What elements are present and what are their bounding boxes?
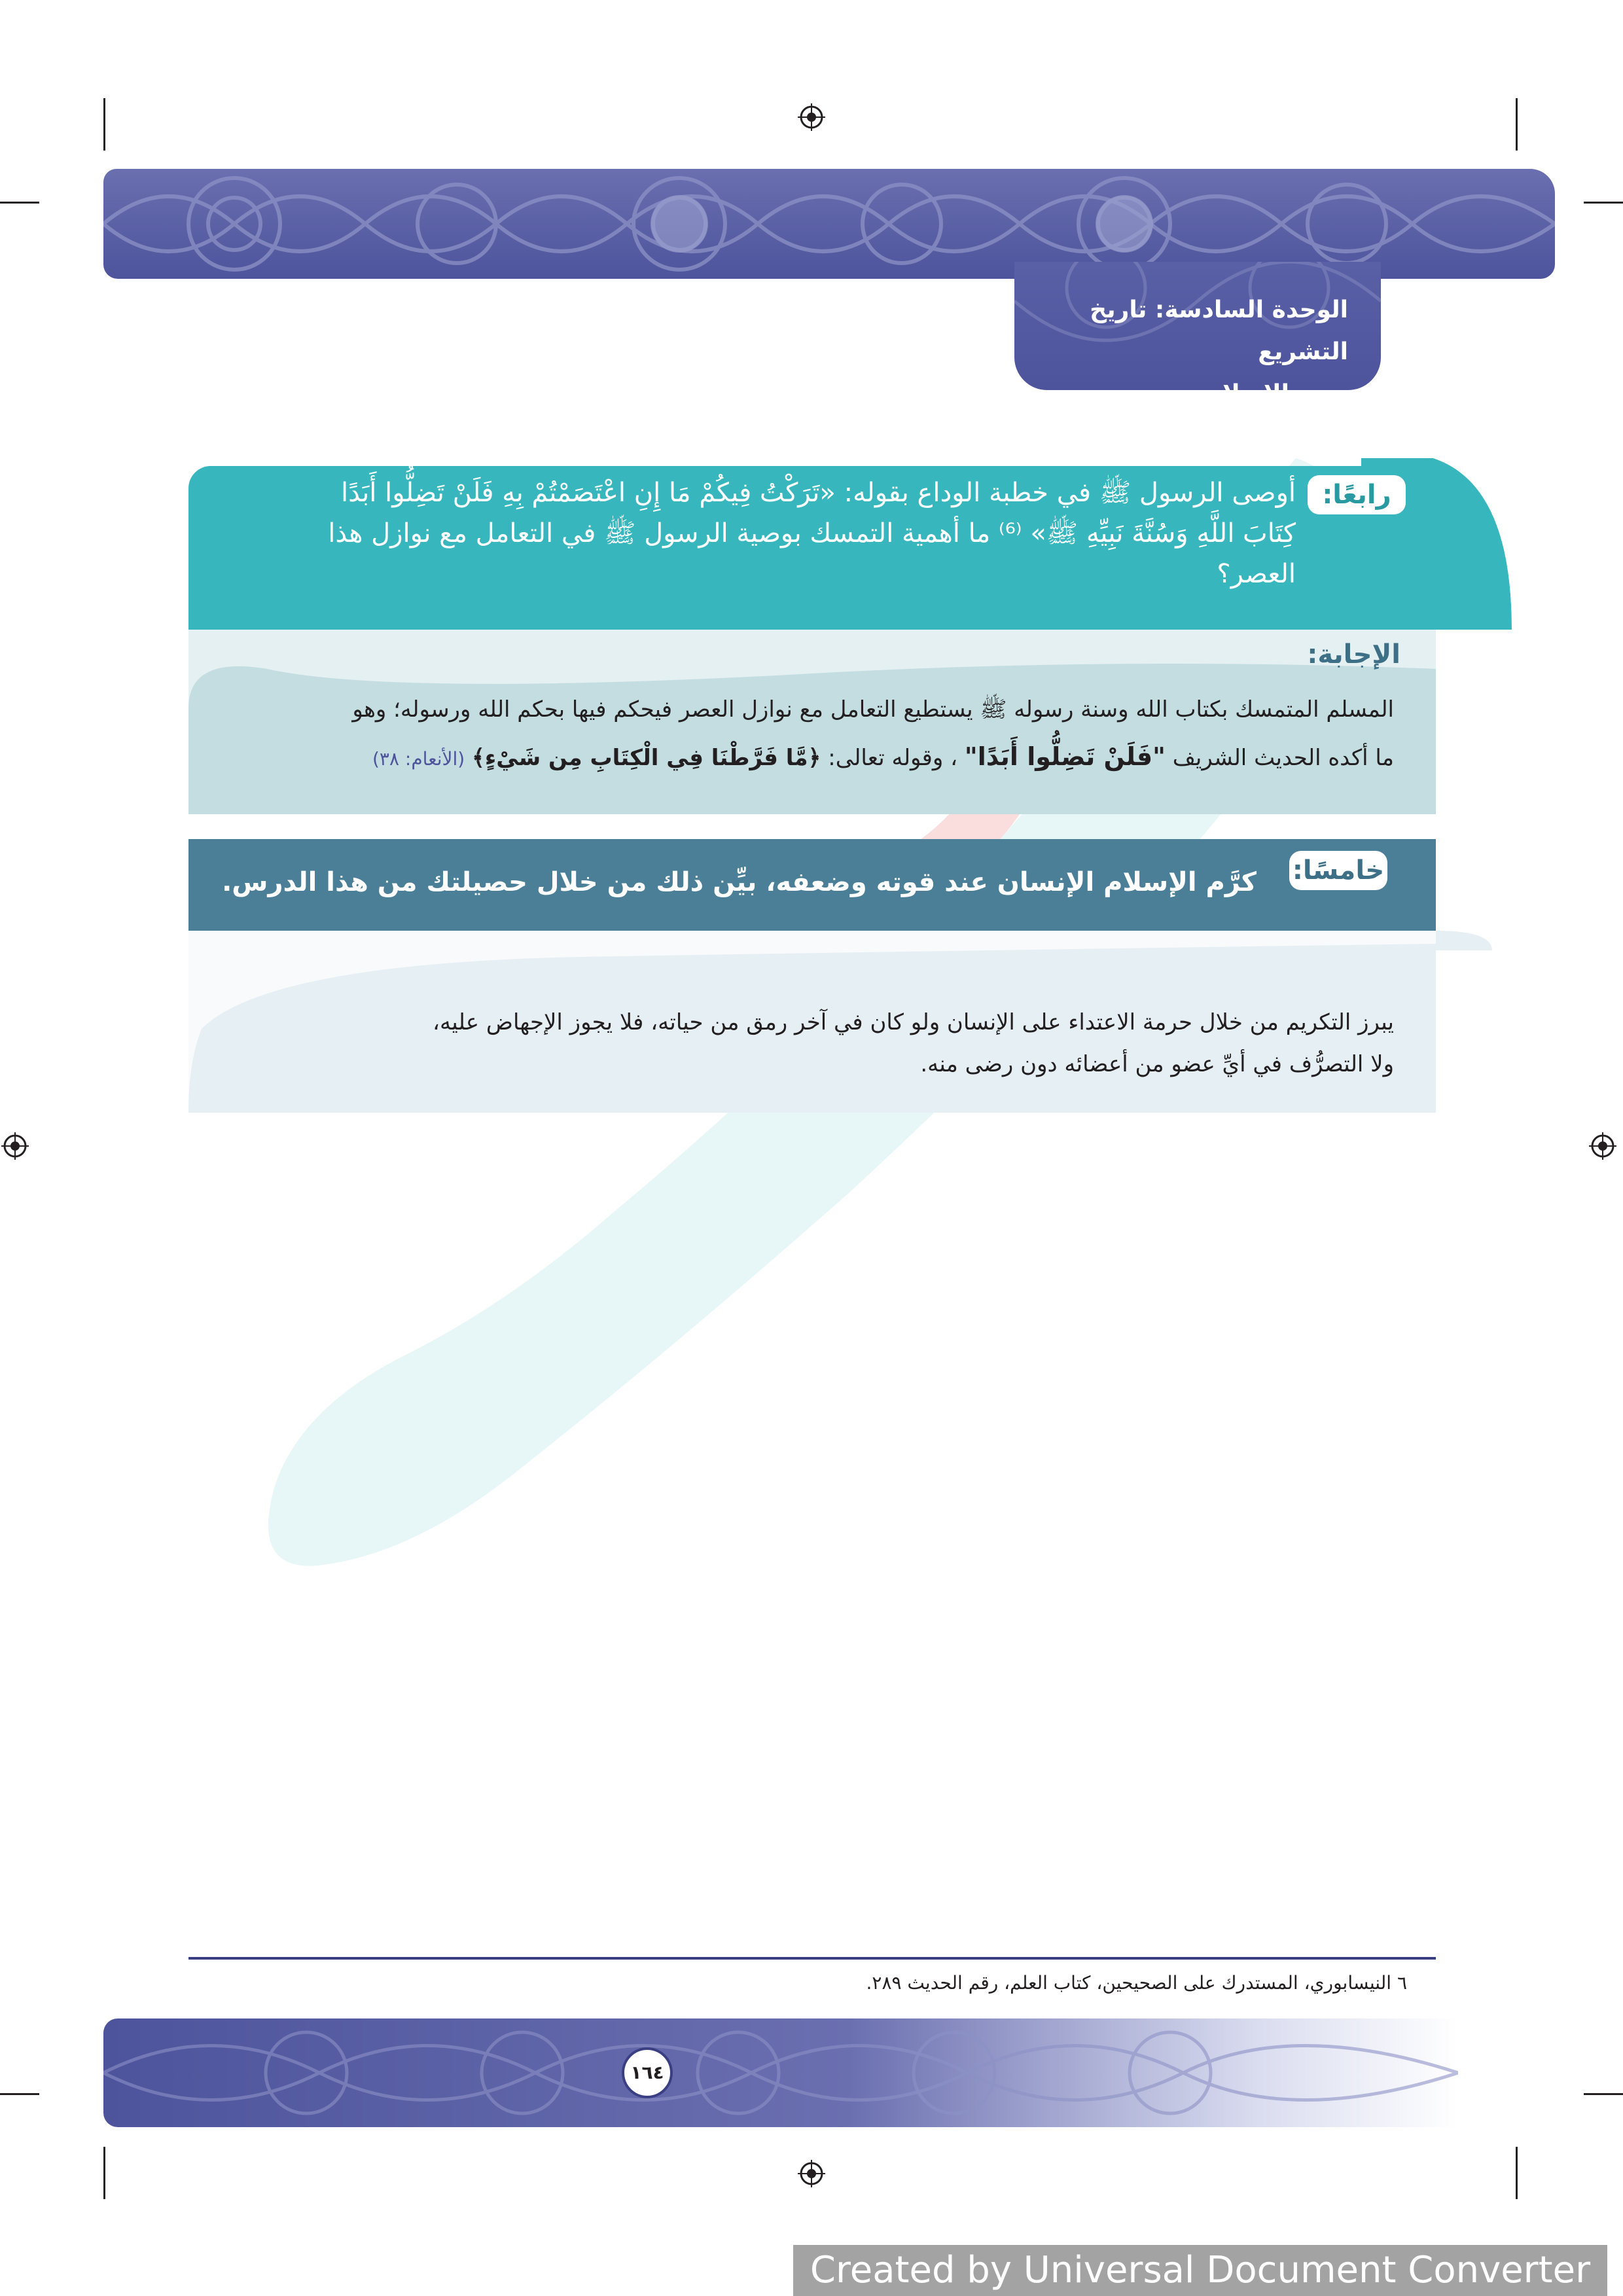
registration-mark-icon — [1589, 1132, 1616, 1160]
ayah-reference: (الأنعام: ٣٨) — [372, 748, 465, 770]
answer-4-text — [216, 686, 1394, 783]
quran-ayah: ﴿مَّا فَرَّطْنَا فِي الْكِتَابِ مِن شَيْءٍ﴾ — [472, 745, 821, 771]
registration-mark-icon — [1, 1132, 29, 1160]
unit-title-line2: الإسلامي — [1184, 380, 1289, 407]
unit-title-line1: الوحدة السادسة: تاريخ التشريع — [1090, 296, 1348, 365]
registration-mark-icon — [798, 103, 825, 131]
crop-mark — [1516, 98, 1518, 151]
question-4-label: رابعًا: — [1308, 475, 1406, 514]
crop-mark — [1584, 202, 1623, 204]
question-4-line3: العصر؟ — [1217, 559, 1296, 589]
answer-4-line2-mid: ، وقوله تعالى: — [828, 745, 958, 771]
footnote-divider — [188, 1957, 1436, 1960]
question-5-label: خامسًا: — [1289, 851, 1387, 890]
hadith-quote: "فَلَنْ تَضِلُّوا أَبَدًا" — [964, 742, 1166, 771]
answer-5-text — [216, 1001, 1394, 1085]
answer-4-line2 — [216, 733, 1394, 783]
answer-5-line2: ولا التصرُّف في أيِّ عضو من أعضائه دون رضى منه. — [920, 1051, 1394, 1077]
footnote-text: ٦ النيسابوري، المستدرك على الصحيحين، كتاب العلم، رقم الحديث ٢٨٩. — [866, 1972, 1407, 1994]
page-number: ١٦٤ — [622, 2047, 673, 2098]
answer-5-line1: يبرز التكريم من خلال حرمة الاعتداء على الإنسان ولو كان في آخر رمق من حياته، فلا يجوز الإجهاض عليه، — [433, 1009, 1394, 1035]
answer-4-line2-prefix: ما أكده الحديث الشريف — [1172, 745, 1394, 771]
crop-mark — [1516, 2147, 1518, 2199]
unit-title — [1047, 289, 1348, 415]
crop-mark — [0, 202, 39, 204]
footer-banner — [103, 2018, 1458, 2127]
crop-mark — [103, 98, 105, 151]
answer-4-line1: المسلم المتمسك بكتاب الله وسنة رسوله ﷺ يستطيع التعامل مع نوازل العصر فيحكم فيها بحكم الله ورسوله؛ وهو — [352, 696, 1394, 723]
question-4-line1: أوصى الرسول ﷺ في خطبة الوداع بقوله: «تَرَكْتُ فِيكُمْ مَا إِنِ اعْتَصَمْتُمْ بِهِ فَلَنْ تَضِلُّوا أَبَدًا — [341, 478, 1296, 508]
answer-4-label: الإجابة: — [1307, 639, 1400, 670]
question-5-text: كرَّم الإسلام الإنسان عند قوته وضعفه، بيِّن ذلك من خلال حصيلتك من هذا الدرس. — [222, 867, 1257, 897]
crop-mark — [103, 2147, 105, 2199]
question-4-text — [216, 473, 1296, 594]
question-4-line2: كِتَابَ اللَّهِ وَسُنَّةَ نَبِيِّهِ ﷺ» ⁽⁶⁾ ما أهمية التمسك بوصية الرسول ﷺ في التعامل مع نوازل هذا — [328, 518, 1296, 548]
footer-ornament-icon — [103, 2018, 1458, 2127]
converter-watermark: Created by Universal Document Converter — [793, 2245, 1607, 2296]
crop-mark — [1584, 2093, 1623, 2095]
crop-mark — [0, 2093, 39, 2095]
registration-mark-icon — [798, 2160, 825, 2187]
